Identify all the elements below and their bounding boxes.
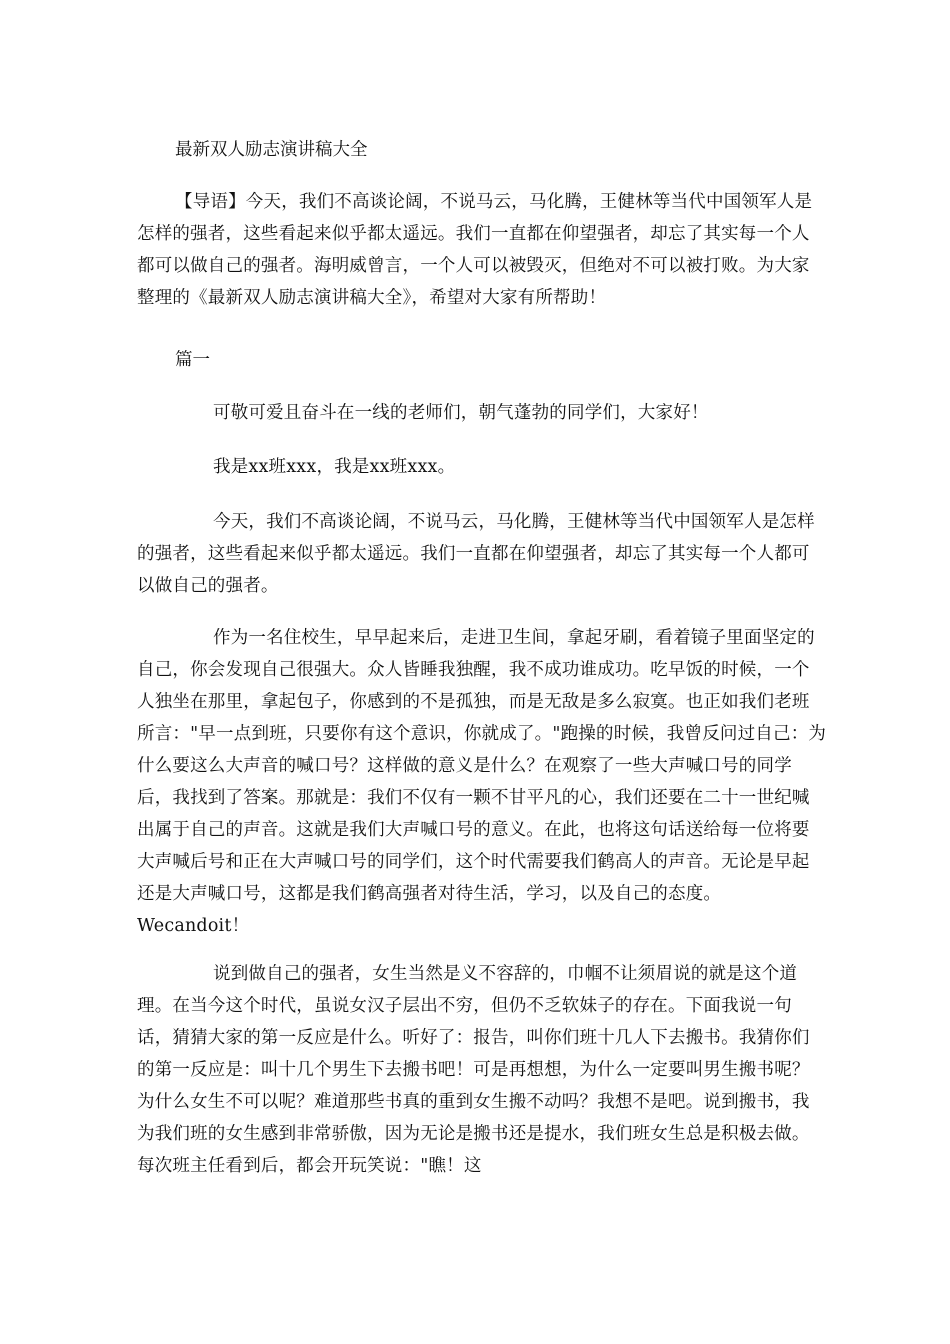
document-title: 最新双人励志演讲稿大全 — [175, 140, 368, 160]
paragraph-boarder: 作为一名住校生，早早起来后，走进卫生间，拿起牙刷，看着镜子里面坚定的自己，你会发现自己很强大。众人皆睡我独醒，我不成功谁成功。吃早饭的时候，一个人独坐在那里，拿起包子，你感到的不是孤独，而是无敌是多么寂寞。也正如我们老班所言："早一点到班，只要你有这个意识，你就成了。"跑操的时候，我曾反问过自己：为什么要这么大声音的喊口号？这样做的意义是什么？在观察了一些大声喊口号的同学后，我找到了答案。那就是：我们不仅有一颗不甘平凡的心，我们还要在二十一世纪喊出属于自己的声音。这就是我们大声喊口号的意义。在此，也将这句话送给每一位将要大声喊后号和正在大声喊口号的同学们，这个时代需要我们鹤高人的声音。无论是早起还是大声喊口号，这都是我们鹤高强者对待生活，学习，以及自己的态度。Wecandoit！ — [137, 628, 827, 936]
paragraph-introduction: 我是xx班xxx，我是xx班xxx。 — [213, 457, 456, 477]
section-heading: 篇一 — [175, 350, 210, 370]
paragraph-today: 今天，我们不高谈论阔，不说马云，马化腾，王健林等当代中国领军人是怎样的强者，这些看起来似乎都太遥远。我们一直都在仰望强者，却忘了其实每一个人都可以做自己的强者。 — [137, 512, 815, 596]
paragraph-greeting: 可敬可爱且奋斗在一线的老师们，朝气蓬勃的同学们，大家好！ — [213, 403, 709, 423]
intro-paragraph: 【导语】今天，我们不高谈论阔，不说马云，马化腾，王健林等当代中国领军人是怎样的强者，这些看起来似乎都太遥远。我们一直都在仰望强者，却忘了其实每一个人都可以做自己的强者。海明威曾言，一个人可以被毁灭，但绝对不可以被打败。为大家整理的《最新双人励志演讲稿大全》，希望对大家有所帮助！ — [137, 192, 813, 308]
paragraph-girls: 说到做自己的强者，女生当然是义不容辞的，巾帼不让须眉说的就是这个道理。在当今这个时代，虽说女汉子层出不穷，但仍不乏软妹子的存在。下面我说一句话，猜猜大家的第一反应是什么。听好了：报告，叫你们班十几人下去搬书。我猜你们的第一反应是：叫十几个男生下去搬书吧！可是再想想，为什么一定要叫男生搬书呢？为什么女生不可以呢？难道那些书真的重到女生搬不动吗？我想不是吧。说到搬书，我为我们班的女生感到非常骄傲，因为无论是搬书还是提水，我们班女生总是积极去做。每次班主任看到后，都会开玩笑说："瞧！这 — [137, 964, 810, 1176]
